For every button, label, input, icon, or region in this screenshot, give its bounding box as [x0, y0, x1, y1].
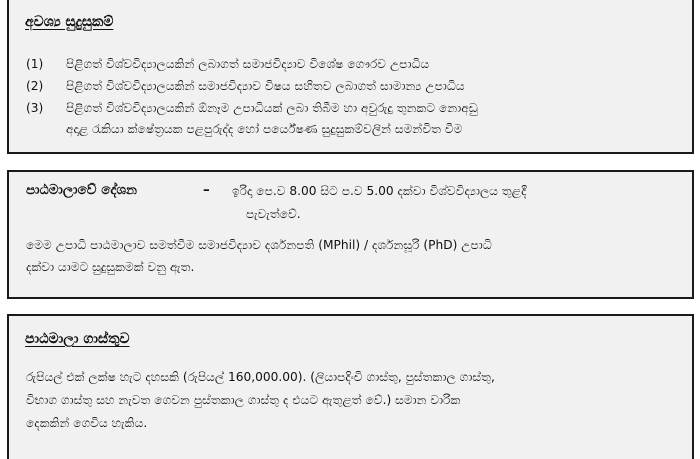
lectures-schedule-continued: පැවැත්වේ.: [246, 207, 301, 221]
requirements-heading: අවශ්‍ය සුදුසුකම්: [25, 14, 114, 30]
fees-text: රුපියල් එක් ලක්ෂ හැට දහසකි (රුපියල් 160,000.00). (ලියාපදිංචි ගාස්තු, පුස්තකාල ගාස්තු,: [26, 370, 495, 384]
requirement-text: පිළිගත් විශ්වවිද්‍යාලයකින් ලබාගත් සමාජවිද්‍යාව විශේෂ ගෞරව උපාධිය: [66, 57, 430, 71]
fees-text-continued: දෙකකින් ගෙවිය හැකිය.: [26, 416, 148, 430]
fees-text-continued: විභාග ගාස්තු සහ නැවත ගෙවන පුස්තකාල ගාස්තු ද එයට ඇතුළත් වේ.) සමාන වාරික: [26, 393, 461, 407]
requirement-number: (2): [26, 79, 44, 93]
requirement-text: පිළිගත් විශ්වවිද්‍යාලයකින් සමාජවිද්‍යාව විෂය සහිතව ලබාගත් සාමාන්‍ය උපාධිය: [66, 79, 465, 93]
lectures-note: මෙම උපාධි පාඨමාලාව සමත්වීම සමාජවිද්‍යාව දර්ශනපති (MPhil) / දර්ශනසූරි (PhD) උපාධි: [26, 238, 492, 252]
requirement-text: පිළිගත් විශ්වවිද්‍යාලයකින් ඕනෑම උපාධියක් ලබා තිබීම හා අවුරුදු තුනකට නොඅඩු: [66, 101, 478, 115]
lectures-label: පාඨමාලාවේ දේශන: [26, 182, 138, 198]
lectures-schedule: ඉරිදා පෙ.ව 8.00 සිට ප.ව 5.00 දක්වා විශ්වවිද්‍යාලය තුළදී: [232, 184, 527, 198]
fees-heading: පාඨමාලා ගාස්තුව: [25, 331, 130, 347]
requirement-text-continued: අදාළ රැකියා ක්ෂේත්‍රයක පළපුරුද්ද හෝ පර්යේෂණ සුදුසුකම්වලින් සමන්විත වීම: [66, 122, 463, 136]
requirement-number: (3): [26, 101, 44, 115]
lectures-dash: –: [203, 182, 210, 198]
lectures-note-continued: දක්වා යාමට සුදුසුකමක් වනු ඇත.: [26, 260, 195, 274]
requirement-number: (1): [26, 57, 44, 71]
